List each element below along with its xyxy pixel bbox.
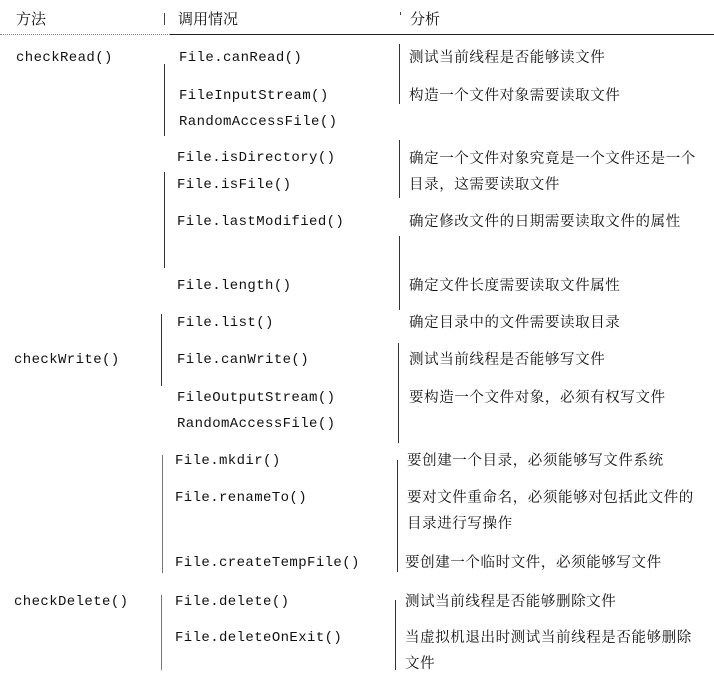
column-divider (161, 595, 162, 670)
header-call: 调用情况 (178, 10, 239, 28)
analysis-cell: 测试当前线程是否能够写文件 (409, 352, 606, 368)
column-divider (164, 172, 165, 268)
column-divider (164, 64, 165, 136)
analysis-cell: 要创建一个目录，必须能够写文件系统 (407, 453, 664, 469)
method-cell: checkWrite() (14, 352, 120, 368)
method-cell: checkDelete() (14, 594, 129, 610)
column-divider (161, 314, 162, 386)
analysis-cell: 确定文件长度需要读取文件属性 (409, 278, 621, 294)
call-cell: File.length() (177, 278, 292, 294)
call-cell: File.canRead() (179, 50, 303, 66)
analysis-cell: 要构造一个文件对象，必须有权写文件 (409, 390, 666, 406)
call-cell: File.mkdir() (175, 453, 281, 469)
analysis-cell: 测试当前线程是否能够读文件 (409, 50, 606, 66)
column-divider (397, 460, 398, 572)
call-cell: FileInputStream() (179, 88, 329, 104)
header-divider (400, 12, 401, 15)
analysis-cell: 确定目录中的文件需要读取目录 (409, 315, 621, 331)
call-cell: File.canWrite() (177, 352, 310, 368)
column-divider (395, 600, 396, 670)
analysis-cell: 测试当前线程是否能够删除文件 (405, 594, 617, 610)
column-divider (162, 455, 163, 573)
call-cell: File.delete() (175, 594, 290, 610)
call-cell: RandomAccessFile() (177, 416, 336, 432)
analysis-cell: 确定修改文件的日期需要读取文件的属性 (409, 214, 681, 230)
call-cell: FileOutputStream() (177, 390, 336, 406)
call-cell: File.deleteOnExit() (175, 630, 343, 646)
header-divider (164, 13, 165, 25)
column-divider (399, 140, 400, 198)
analysis-cell: 要对文件重命名，必须能够对包括此文件的目录进行写操作 (407, 490, 694, 532)
method-cell: checkRead() (16, 50, 113, 66)
column-divider (399, 236, 400, 310)
header-analysis: 分析 (410, 10, 441, 28)
analysis-cell: 要创建一个临时文件，必须能够写文件 (405, 555, 662, 571)
call-cell: File.isFile() (177, 177, 292, 193)
analysis-cell: 当虚拟机退出时测试当前线程是否能够删除文件 (405, 630, 692, 672)
call-cell: File.isDirectory() (177, 150, 336, 166)
analysis-cell: 确定一个文件对象究竟是一个文件还是一个目录，这需要读取文件 (409, 151, 696, 193)
call-cell: File.createTempFile() (175, 555, 360, 571)
call-cell: File.lastModified() (177, 214, 345, 230)
header-method: 方法 (16, 10, 47, 28)
call-cell: RandomAccessFile() (179, 114, 338, 130)
column-divider (398, 343, 399, 443)
analysis-cell: 构造一个文件对象需要读取文件 (409, 88, 621, 104)
column-divider (399, 44, 400, 104)
header-rule-faded (0, 34, 170, 36)
call-cell: File.renameTo() (175, 490, 308, 506)
call-cell: File.list() (177, 315, 274, 331)
